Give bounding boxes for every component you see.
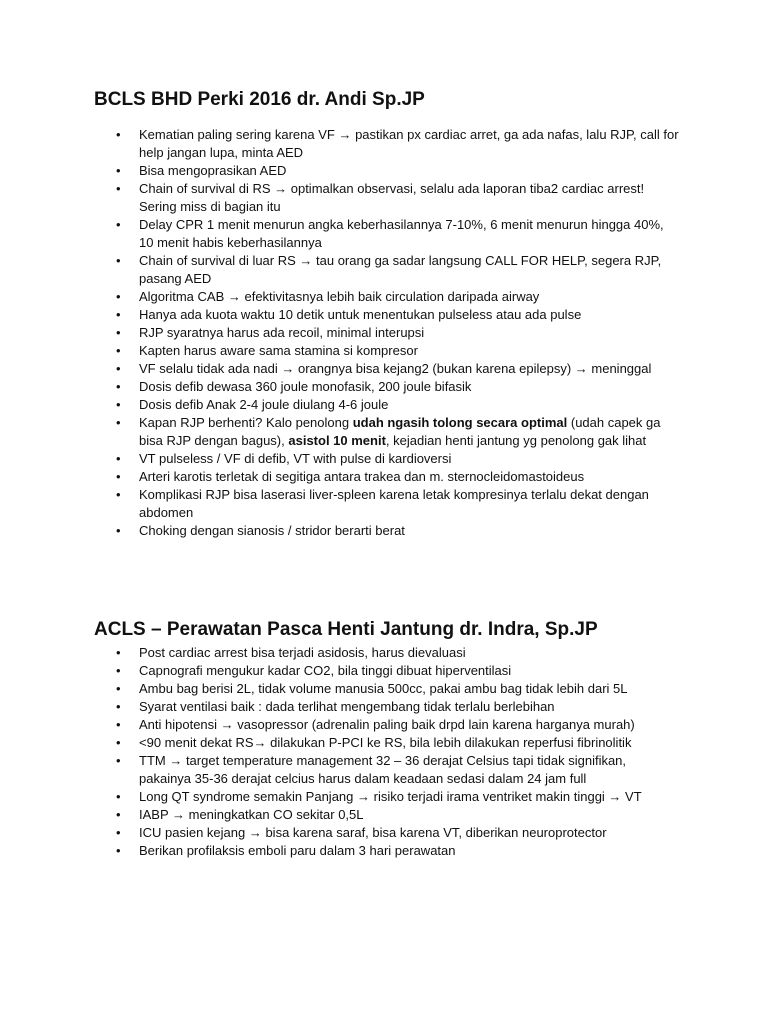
bullet-icon: • bbox=[116, 699, 121, 714]
item-text: Syarat ventilasi baik : dada terlihat mengembang tidak terlalu berlebihan bbox=[139, 699, 555, 714]
item-text: RJP syaratnya harus ada recoil, minimal interupsi bbox=[139, 325, 425, 340]
bullet-list-acls bbox=[94, 644, 694, 860]
list-item bbox=[94, 378, 679, 396]
bullet-icon: • bbox=[116, 343, 121, 358]
bullet-icon: • bbox=[116, 307, 121, 322]
bullet-icon: • bbox=[116, 415, 121, 430]
bullet-icon: • bbox=[116, 451, 121, 466]
item-text: Kematian paling sering karena VF bbox=[139, 127, 339, 142]
item-text: (udah capek ga bisa RJP dengan bagus), bbox=[139, 415, 661, 448]
item-text: orangnya bisa kejang2 (bukan karena epilepsy) bbox=[294, 361, 575, 376]
item-text: VF selalu tidak ada nadi bbox=[139, 361, 282, 376]
list-item bbox=[94, 162, 679, 180]
item-text: meningkatkan CO sekitar 0,5L bbox=[185, 807, 364, 822]
list-item bbox=[94, 842, 679, 860]
item-text: , kejadian henti jantung yg penolong gak lihat bbox=[385, 433, 647, 448]
item-text: ICU pasien kejang bbox=[139, 825, 249, 840]
list-item bbox=[94, 788, 679, 806]
bullet-icon: • bbox=[116, 289, 121, 304]
bullet-icon: • bbox=[116, 789, 121, 804]
item-text: Chain of survival di luar RS bbox=[139, 253, 300, 268]
list-item bbox=[94, 396, 679, 414]
list-item bbox=[94, 680, 679, 698]
item-text: meninggal bbox=[587, 361, 652, 376]
section-title-acls: ACLS – Perawatan Pasca Henti Jantung dr. Indra, Sp.JP bbox=[94, 619, 598, 640]
list-item bbox=[94, 306, 679, 324]
list-item bbox=[94, 716, 679, 734]
list-item bbox=[94, 342, 679, 360]
item-text: Capnografi mengukur kadar CO2, bila tinggi dibuat hiperventilasi bbox=[139, 663, 512, 678]
list-item bbox=[94, 414, 679, 450]
item-text: Chain of survival di RS bbox=[139, 181, 275, 196]
bullet-icon: • bbox=[116, 163, 121, 178]
item-text: VT bbox=[621, 789, 642, 804]
arrow-right-icon: → bbox=[253, 735, 267, 750]
bullet-list-bcls bbox=[94, 126, 694, 540]
bullet-icon: • bbox=[116, 753, 121, 768]
item-text: dilakukan P-PCI ke RS, bila lebih dilakukan reperfusi fibrinolitik bbox=[266, 735, 632, 750]
bullet-icon: • bbox=[116, 127, 121, 142]
item-text: efektivitasnya lebih baik circulation daripada airway bbox=[240, 289, 540, 304]
arrow-right-icon: → bbox=[172, 807, 186, 822]
item-text: bisa karena saraf, bisa karena VT, diberikan neuroprotector bbox=[261, 825, 607, 840]
list-item bbox=[94, 468, 679, 486]
bullet-icon: • bbox=[116, 253, 121, 268]
arrow-right-icon: → bbox=[169, 753, 183, 768]
item-text: Arteri karotis terletak di segitiga antara trakea dan m. sternocleidomastoideus bbox=[139, 469, 585, 484]
item-text: Long QT syndrome semakin Panjang bbox=[139, 789, 357, 804]
bullet-icon: • bbox=[116, 735, 121, 750]
list-item bbox=[94, 752, 679, 788]
list-item bbox=[94, 180, 679, 216]
arrow-right-icon: → bbox=[220, 717, 234, 732]
list-item bbox=[94, 662, 679, 680]
list-item bbox=[94, 324, 679, 342]
item-text: <90 menit dekat RS bbox=[139, 735, 254, 750]
bullet-icon: • bbox=[116, 843, 121, 858]
item-text: vasopressor (adrenalin paling baik drpd lain karena harganya murah) bbox=[233, 717, 635, 732]
bullet-icon: • bbox=[116, 217, 121, 232]
bullet-icon: • bbox=[116, 825, 121, 840]
arrow-right-icon: → bbox=[608, 789, 622, 804]
item-text: Delay CPR 1 menit menurun angka keberhasilannya 7-10%, 6 menit menurun hingga 40%, 10 menit habis keberhasilannya bbox=[139, 217, 664, 250]
list-item bbox=[94, 288, 679, 306]
bullet-icon: • bbox=[116, 681, 121, 696]
item-text: Kapten harus aware sama stamina si kompresor bbox=[139, 343, 418, 358]
item-text: Post cardiac arrest bisa terjadi asidosis, harus dievaluasi bbox=[139, 645, 466, 660]
item-text: optimalkan observasi, selalu ada laporan tiba2 cardiac arrest! Sering miss di bagian itu bbox=[139, 181, 645, 214]
list-item bbox=[94, 360, 679, 378]
list-item bbox=[94, 126, 679, 162]
list-item bbox=[94, 522, 679, 540]
item-text: Ambu bag berisi 2L, tidak volume manusia 500cc, pakai ambu bag tidak lebih dari 5L bbox=[139, 681, 628, 696]
list-item bbox=[94, 698, 679, 716]
item-bold-text: udah ngasih tolong secara optimal bbox=[352, 415, 568, 430]
item-text: Komplikasi RJP bisa laserasi liver-spleen karena letak kompresinya terlalu dekat dengan abdomen bbox=[139, 487, 649, 520]
item-bold-text: asistol 10 menit bbox=[288, 433, 386, 448]
item-text: IABP bbox=[139, 807, 173, 822]
list-item bbox=[94, 824, 679, 842]
item-text: Choking dengan sianosis / stridor berarti berat bbox=[139, 523, 405, 538]
bullet-icon: • bbox=[116, 523, 121, 538]
arrow-right-icon: → bbox=[574, 361, 588, 376]
bullet-icon: • bbox=[116, 469, 121, 484]
item-text: TTM bbox=[139, 753, 170, 768]
arrow-right-icon: → bbox=[274, 181, 288, 196]
item-text: pastikan px cardiac arret, ga ada nafas, lalu RJP, call for help jangan lupa, minta AED bbox=[139, 127, 679, 160]
list-item bbox=[94, 450, 679, 468]
arrow-right-icon: → bbox=[357, 789, 370, 804]
bullet-icon: • bbox=[116, 361, 121, 376]
list-item bbox=[94, 216, 679, 252]
bullet-icon: • bbox=[116, 325, 121, 340]
arrow-right-icon: → bbox=[281, 361, 295, 376]
arrow-right-icon: → bbox=[248, 825, 262, 840]
bullet-icon: • bbox=[116, 397, 121, 412]
section-title-bcls: BCLS BHD Perki 2016 dr. Andi Sp.JP bbox=[94, 89, 425, 110]
bullet-icon: • bbox=[116, 487, 121, 502]
bullet-icon: • bbox=[116, 663, 121, 678]
bullet-icon: • bbox=[116, 807, 121, 822]
section-bcls bbox=[94, 86, 694, 540]
list-item bbox=[94, 486, 679, 522]
item-text: risiko terjadi irama ventriket makin tinggi bbox=[370, 789, 609, 804]
bullet-icon: • bbox=[116, 181, 121, 196]
item-text: VT pulseless / VF di defib, VT with pulse di kardioversi bbox=[139, 451, 452, 466]
item-text: Dosis defib Anak 2-4 joule diulang 4-6 joule bbox=[139, 397, 389, 412]
bullet-icon: • bbox=[116, 379, 121, 394]
list-item bbox=[94, 806, 679, 824]
arrow-right-icon: → bbox=[299, 253, 313, 268]
bullet-icon: • bbox=[116, 717, 121, 732]
arrow-right-icon: → bbox=[227, 289, 241, 304]
item-text: Bisa mengoprasikan AED bbox=[139, 163, 287, 178]
item-text: Anti hipotensi bbox=[139, 717, 221, 732]
arrow-right-icon: → bbox=[338, 127, 352, 142]
item-text: target temperature management 32 – 36 derajat Celsius tapi tidak signifikan, pakainya 35-36 derajat celcius harus dalam keadaan sedasi dalam 24 jam full bbox=[139, 753, 627, 786]
bullet-icon: • bbox=[116, 645, 121, 660]
item-text: Hanya ada kuota waktu 10 detik untuk menentukan pulseless atau ada pulse bbox=[139, 307, 582, 322]
section-acls bbox=[94, 616, 694, 860]
item-text: Dosis defib dewasa 360 joule monofasik, 200 joule bifasik bbox=[139, 379, 472, 394]
item-text: Berikan profilaksis emboli paru dalam 3 hari perawatan bbox=[139, 843, 456, 858]
item-text: tau orang ga sadar langsung CALL FOR HELP, segera RJP, pasang AED bbox=[139, 253, 662, 286]
list-item bbox=[94, 734, 679, 752]
list-item bbox=[94, 644, 679, 662]
list-item bbox=[94, 252, 679, 288]
item-text: Kapan RJP berhenti? Kalo penolong bbox=[139, 415, 353, 430]
item-text: Algoritma CAB bbox=[139, 289, 228, 304]
